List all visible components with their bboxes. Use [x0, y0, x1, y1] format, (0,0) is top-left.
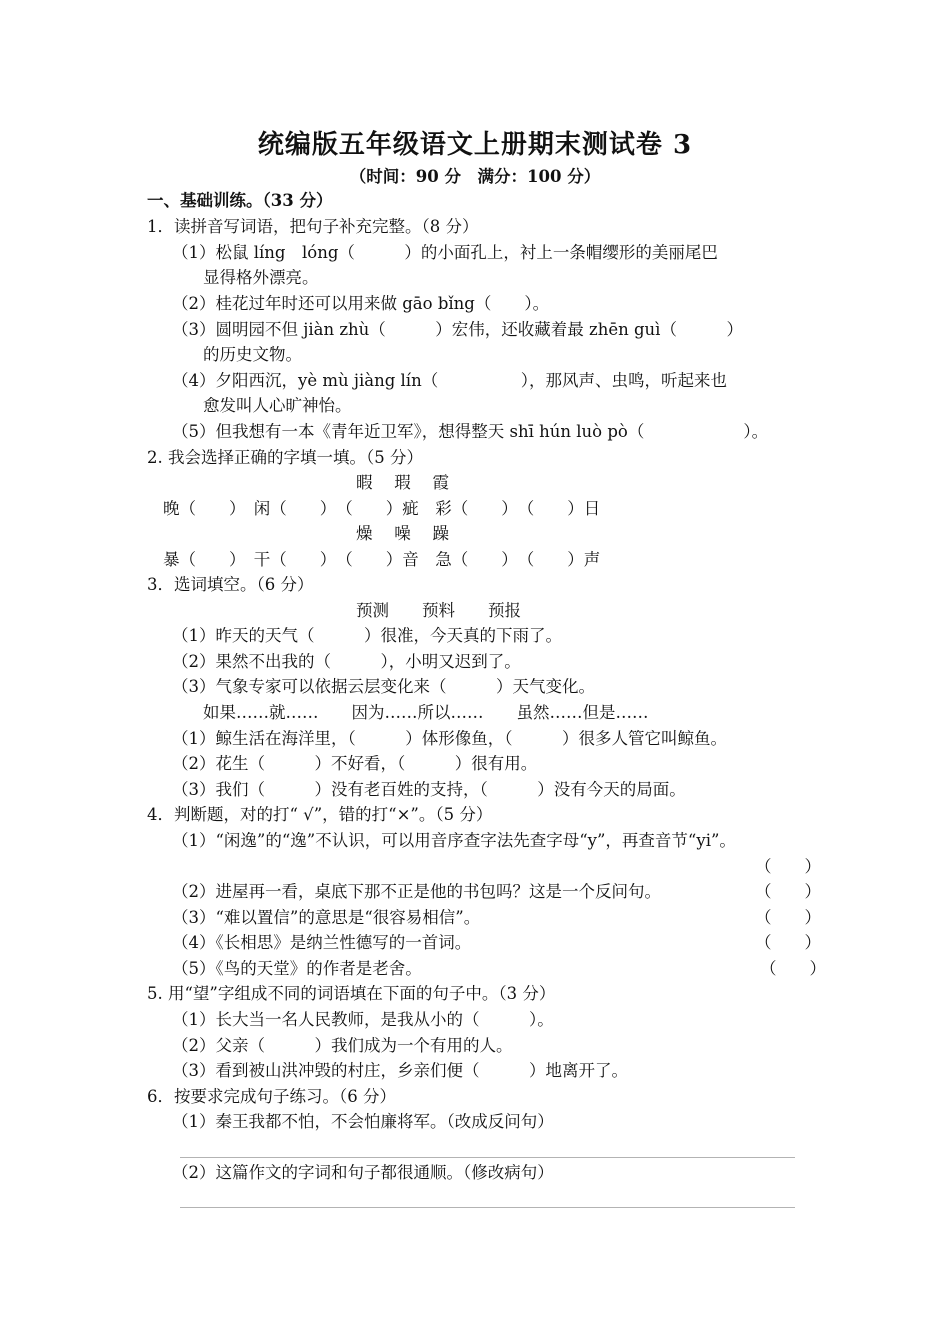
text-line: （2）花生（ ）不好看，（ ）很有用。 [172, 754, 538, 773]
text-line: 一、基础训练。（33 分） [147, 191, 333, 210]
text-line: （3）看到被山洪冲毁的村庄，乡亲们便（ ）地离开了。 [172, 1061, 628, 1080]
text-line: （3）我们（ ）没有老百姓的支持，（ ）没有今天的局面。 [172, 780, 686, 799]
text-line: 的历史文物。 [203, 345, 302, 364]
text-line: （3）“难以置信”的意思是“很容易相信”。 [172, 908, 481, 927]
text-line: 显得格外漂亮。 [203, 268, 319, 287]
text-line: （5）但我想有一本《青年近卫军》，想得整天 shī hún luò pò（ ）。 [172, 422, 769, 441]
answer-line-rewrite-question [180, 1157, 795, 1158]
text-line: 暇 瑕 霞 [356, 473, 449, 492]
text-line: （3）气象专家可以依据云层变化来（ ）天气变化。 [172, 677, 595, 696]
text-line: （2）这篇作文的字词和句子都很通顺。（修改病句） [172, 1163, 554, 1182]
text-line: （5）《鸟的天堂》的作者是老舍。 [172, 959, 422, 978]
text-line: （4）《长相思》是纳兰性德写的一首词。 [172, 933, 472, 952]
text-line: （4）夕阳西沉，yè mù jiàng lín（ ），那风声、虫鸣，听起来也 [172, 371, 727, 390]
text-line: （1）松鼠 líng lóng（ ）的小面孔上，衬上一条帽缨形的美丽尾巴 [172, 243, 718, 262]
text-line: （ ） [755, 908, 821, 927]
text-line: （3）圆明园不但 jiàn zhù（ ）宏伟，还收藏着最 zhēn guì（ ） [172, 320, 743, 339]
text-line: （1）昨天的天气（ ）很准，今天真的下雨了。 [172, 626, 562, 645]
text-line: 3．选词填空。（6 分） [147, 575, 314, 594]
text-line: （ ） [755, 882, 821, 901]
text-line: 1．读拼音写词语，把句子补充完整。（8 分） [147, 217, 479, 236]
text-line: （ ） [755, 857, 821, 876]
text-line: （ ） [760, 959, 826, 978]
text-line: （2）父亲（ ）我们成为一个有用的人。 [172, 1036, 513, 1055]
text-line: （1）长大当一名人民教师，是我从小的（ ）。 [172, 1010, 554, 1029]
text-line: （2）进屋再一看，桌底下那不正是他的书包吗？这是一个反问句。 [172, 882, 661, 901]
exam-time-and-score: （时间：90 分 满分：100 分） [349, 167, 601, 186]
text-line: 晚（ ） 闲（ ） （ ）疵 彩（ ） （ ）日 [163, 499, 601, 518]
text-line: （1）鲸生活在海洋里，（ ）体形像鱼，（ ）很多人管它叫鲸鱼。 [172, 729, 727, 748]
text-line: 6．按要求完成句子练习。（6 分） [147, 1087, 396, 1106]
text-line: （1）“闲逸”的“逸”不认识，可以用音序查字法先查字母“y”，再查音节“yi”。 [172, 831, 736, 850]
text-line: 预测 预料 预报 [356, 601, 521, 620]
text-line: 5. 用“望”字组成不同的词语填在下面的句子中。（3 分） [147, 984, 556, 1003]
text-line: 4．判断题，对的打“ √”，错的打“×”。（5 分） [147, 805, 493, 824]
text-line: （2）果然不出我的（ ），小明又迟到了。 [172, 652, 521, 671]
text-line: （ ） [755, 933, 821, 952]
page-title: 统编版五年级语文上册期末测试卷 3 [257, 130, 693, 160]
text-line: 如果……就…… 因为……所以…… 虽然……但是…… [203, 703, 649, 722]
text-line: 暴（ ） 干（ ） （ ）音 急（ ） （ ）声 [163, 550, 601, 569]
text-line: 2. 我会选择正确的字填一填。（5 分） [147, 448, 423, 467]
text-line: 燥 噪 躁 [356, 524, 449, 543]
text-line: （1）秦王我都不怕，不会怕廉将军。（改成反问句） [172, 1112, 554, 1131]
text-line: 愈发叫人心旷神怡。 [203, 396, 352, 415]
answer-line-revise-sentence [180, 1207, 795, 1208]
text-line: （2）桂花过年时还可以用来做 gāo bǐng（ ）。 [172, 294, 550, 313]
